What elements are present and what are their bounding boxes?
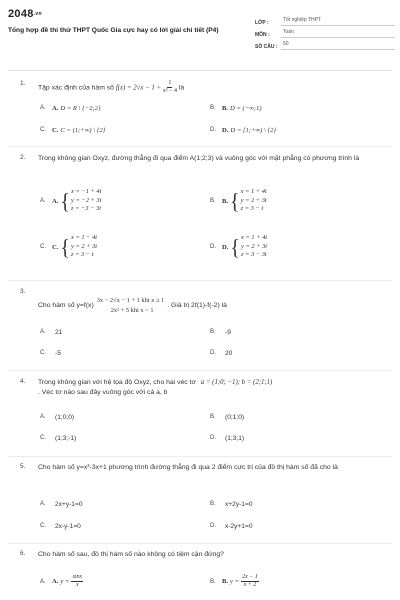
option-letter: C.: [40, 350, 46, 356]
option-text: (1;3;1): [225, 435, 245, 442]
option-text: -5: [55, 350, 61, 357]
option-b[interactable]: [210, 574, 259, 589]
option-text: (1;0;0): [55, 414, 75, 421]
equation-line: z = 3 − t: [71, 251, 94, 258]
math-fraction: [241, 574, 259, 589]
option-bold-letter: C.: [52, 244, 59, 251]
option-bold-letter: B.: [222, 578, 229, 585]
option-letter: C.: [40, 435, 46, 441]
question-divider: [8, 370, 392, 371]
question-number: 1.: [20, 80, 26, 87]
option-d[interactable]: [210, 435, 244, 442]
vector-expression: a = (1;0; −1); b = (2;1;1): [200, 379, 273, 386]
equation-line: y = 2 + 3t: [241, 242, 268, 250]
option-c[interactable]: [40, 350, 61, 357]
site-logo[interactable]: [8, 8, 278, 20]
question-text: [38, 296, 388, 316]
question-1: [8, 80, 392, 140]
option-letter: A.: [40, 198, 46, 204]
option-b[interactable]: [210, 188, 267, 216]
question-stem: Tập xác định của hàm số: [38, 84, 114, 92]
question-text: Trong không gian Oxyz, đường thẳng đi qua điểm A(1;2;3) và vuông góc với mặt phẳng có phương trình là: [38, 155, 360, 162]
option-letter: B.: [210, 578, 216, 585]
math-prefix: y =: [60, 578, 70, 585]
math-prefix: y =: [230, 578, 240, 585]
fraction-numerator: 2x − 1: [242, 574, 258, 580]
option-letter: D.: [210, 244, 216, 250]
option-a[interactable]: [40, 501, 83, 508]
exam-meta: [255, 14, 395, 50]
question-stem: Trong không gian với hệ tọa độ Oxyz, cho hai véc tơ: [38, 379, 196, 386]
option-text: C = (1;+∞) \ {2}: [60, 127, 106, 134]
question-number: 6.: [20, 550, 26, 557]
option-bold-letter: C.: [52, 127, 59, 134]
option-letter: A.: [40, 501, 46, 507]
option-letter: B.: [210, 329, 216, 335]
option-letter: D.: [210, 127, 216, 133]
option-bold-letter: D.: [222, 244, 229, 251]
logo-text: 2048: [8, 8, 34, 20]
option-d[interactable]: [210, 127, 276, 134]
option-d[interactable]: [210, 234, 267, 262]
brace-symbol: {: [60, 235, 71, 261]
option-letter: D.: [210, 350, 216, 356]
option-b[interactable]: [210, 105, 262, 112]
option-c[interactable]: [40, 234, 97, 262]
option-letter: A.: [40, 414, 46, 420]
question-text: Cho hàm số sau, đồ thị hàm số nào không có tiệm cận đứng?: [38, 551, 224, 558]
equation-line: z = 3 − t: [240, 205, 264, 212]
meta-row-count: [255, 38, 395, 50]
meta-value: Toán: [281, 28, 395, 38]
equation-line: z = −3 − 3t: [71, 205, 102, 212]
option-text: -9: [225, 329, 231, 336]
logo-suffix: .vn: [33, 11, 42, 18]
option-bold-letter: A.: [52, 198, 59, 205]
brace-symbol: {: [230, 235, 241, 261]
option-text: D = R \ {−2;2}: [60, 105, 101, 112]
option-letter: A.: [40, 105, 46, 111]
question-number: 5.: [20, 463, 26, 470]
option-d[interactable]: [210, 523, 253, 530]
meta-value: Tốt nghiệp THPT: [281, 16, 395, 26]
option-d[interactable]: [210, 350, 232, 357]
piecewise-function: [97, 296, 165, 316]
question-number: 3.: [20, 288, 26, 295]
equation-line: y = −2 + 3t: [71, 196, 102, 204]
question-6: [8, 550, 392, 598]
option-bold-letter: B.: [222, 198, 229, 205]
equation-line: x = 1 − 4t: [71, 234, 98, 241]
option-c[interactable]: [40, 523, 81, 530]
question-tail: là: [176, 84, 185, 92]
question-divider: [8, 146, 392, 147]
question-4: [8, 378, 392, 453]
option-b[interactable]: [210, 329, 231, 336]
meta-value: 50: [281, 40, 395, 50]
equation-line: y = 2 + 3t: [71, 242, 98, 250]
math-fraction: [71, 574, 83, 589]
meta-key: MÔN :: [255, 32, 270, 38]
option-text: (0;1;0): [225, 414, 245, 421]
option-letter: C.: [40, 523, 46, 529]
question-text: [38, 80, 388, 95]
question-number: 4.: [20, 378, 26, 385]
question-5: [8, 463, 392, 541]
brace-symbol: {: [60, 189, 71, 215]
meta-row-class: [255, 14, 395, 26]
option-c[interactable]: [40, 127, 105, 134]
option-text: x+2y-1=0: [225, 501, 253, 508]
question-text: [38, 378, 388, 397]
question-number: 2.: [20, 154, 26, 161]
option-text: 20: [225, 350, 233, 357]
option-a[interactable]: [40, 188, 101, 216]
fraction-denominator: x: [75, 582, 79, 588]
option-letter: A.: [40, 329, 46, 335]
equation-line: y = 2 + 3t: [240, 196, 267, 204]
math-fraction: [163, 80, 177, 95]
question-divider: [8, 543, 392, 544]
option-a[interactable]: [40, 329, 62, 336]
question-stem: Cho hàm số y=f(x): [38, 302, 94, 310]
question-divider: [8, 456, 392, 457]
option-letter: B.: [210, 414, 216, 420]
option-c[interactable]: [40, 435, 76, 442]
equation-line: x = 1 + 4t: [241, 234, 268, 241]
option-text: 2x-y-1=0: [55, 523, 81, 530]
option-a[interactable]: [40, 574, 83, 589]
equation-line: z = 3 − 3t: [241, 251, 267, 258]
option-letter: C.: [40, 244, 46, 250]
question-tail: . Giá trị 2f(1)-f(-2) là: [167, 302, 227, 310]
equation-system: [230, 234, 267, 262]
meta-key: LỚP :: [255, 20, 269, 26]
meta-key: SỐ CÂU :: [255, 44, 278, 50]
question-tail: . Véc tơ nào sau đây vuông góc với cả a, b: [38, 388, 168, 396]
page-title: Tổng hợp đề thi thử THPT Quốc Gia cực hay có lời giải chi tiết (P4): [8, 27, 219, 34]
option-letter: B.: [210, 105, 216, 111]
equation-line: x = −1 + 4t: [71, 188, 102, 195]
fraction-numerator: sinx: [72, 574, 83, 580]
option-letter: D.: [210, 523, 216, 529]
equation-line: x = 1 + 4t: [240, 188, 267, 195]
option-letter: B.: [210, 198, 216, 204]
option-bold-letter: D.: [222, 127, 229, 134]
fraction-denominator: x + 2: [243, 582, 257, 588]
equation-system: [60, 234, 97, 262]
option-bold-letter: B.: [222, 105, 229, 112]
option-text: D = (−∞;1): [230, 105, 262, 112]
meta-row-subject: [255, 26, 395, 38]
brace-symbol: {: [230, 189, 240, 215]
option-text: 2x+y-1=0: [55, 501, 83, 508]
option-letter: A.: [40, 578, 46, 585]
question-3: [8, 288, 392, 368]
piece-line: 2x² + 5 khi x < 1: [110, 307, 154, 314]
option-b[interactable]: [210, 501, 253, 508]
option-text: D = [1;+∞) \ {2}: [230, 127, 277, 134]
option-letter: D.: [210, 435, 216, 441]
option-bold-letter: A.: [52, 105, 59, 112]
option-b[interactable]: [210, 414, 244, 421]
question-2: [8, 154, 392, 274]
math-expression: f(x) = 2√x − 1 +: [115, 84, 163, 92]
equation-system: [60, 188, 101, 216]
option-text: (1;3;-1): [55, 435, 77, 442]
option-a[interactable]: [40, 414, 74, 421]
option-text: 21: [55, 329, 63, 336]
option-text: x-2y+1=0: [225, 523, 253, 530]
option-bold-letter: A.: [52, 578, 59, 585]
option-a[interactable]: [40, 105, 101, 112]
question-divider: [8, 280, 392, 281]
header: [8, 8, 278, 35]
option-letter: B.: [210, 501, 216, 507]
header-divider: [8, 70, 392, 71]
piece-line: 3x − 2√x − 1 + 1 khi x ≥ 1: [96, 297, 165, 304]
fraction-numerator: 1: [168, 80, 172, 86]
fraction-denominator: x² − 4: [162, 88, 177, 94]
option-letter: C.: [40, 127, 46, 133]
question-text: Cho hàm số y=x³-3x+1 phương trình đường thẳng đi qua 2 điểm cực trị của đồ thị hàm số đã cho là: [38, 464, 338, 471]
equation-system: [230, 188, 267, 216]
